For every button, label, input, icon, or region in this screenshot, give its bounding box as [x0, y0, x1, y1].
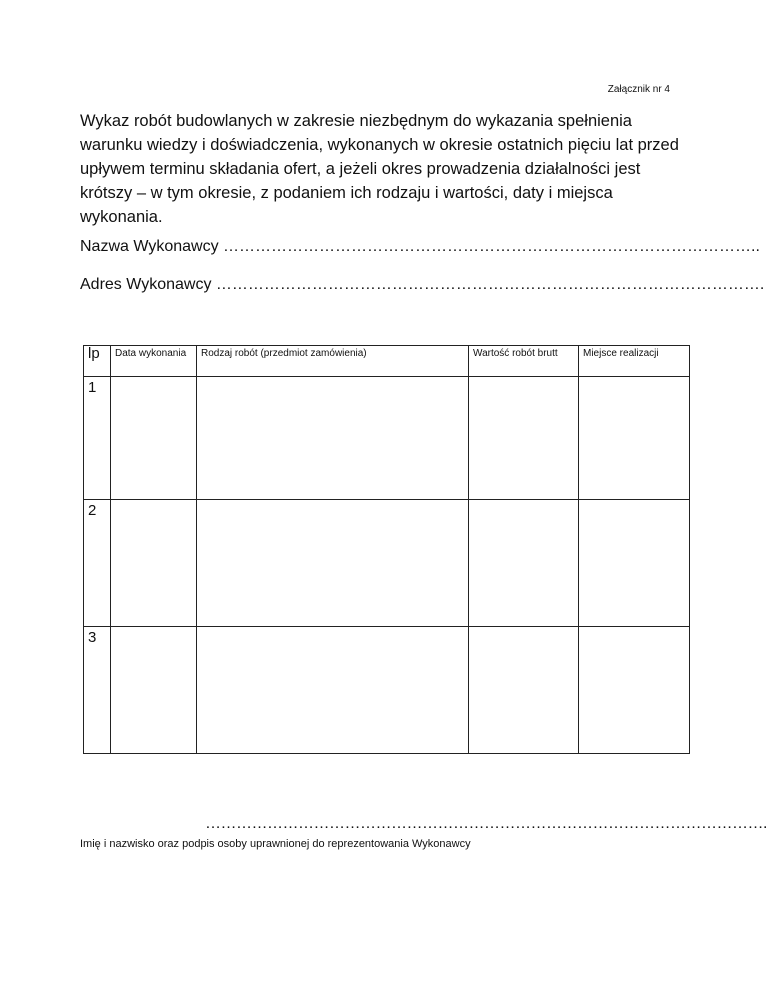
header-value: Wartość robót brutt [469, 346, 579, 377]
header-date: Data wykonania [111, 346, 197, 377]
date-cell[interactable] [111, 377, 197, 500]
table-header-row [84, 346, 690, 377]
place-cell[interactable] [579, 377, 690, 500]
annex-number: Załącznik nr 4 [607, 84, 670, 95]
contractor-name-line [80, 238, 760, 256]
row-number: 3 [84, 627, 111, 754]
signature-caption: Imię i nazwisko oraz podpis osoby uprawnionej do reprezentowania Wykonawcy [80, 838, 471, 850]
type-cell[interactable] [197, 500, 469, 627]
place-cell[interactable] [579, 627, 690, 754]
row-number: 2 [84, 500, 111, 627]
signature-field[interactable]: ………………………………………………………………………………………………. [205, 815, 767, 832]
header-lp: lp [84, 346, 111, 377]
contractor-name-label: Nazwa Wykonawcy [80, 238, 219, 255]
date-cell[interactable] [111, 500, 197, 627]
contractor-name-field[interactable]: ……………………………………………………………………………………….. [223, 238, 760, 255]
table-row [84, 377, 690, 500]
value-cell[interactable] [469, 627, 579, 754]
value-cell[interactable] [469, 500, 579, 627]
place-cell[interactable] [579, 500, 690, 627]
header-place: Miejsce realizacji [579, 346, 690, 377]
row-number: 1 [84, 377, 111, 500]
type-cell[interactable] [197, 377, 469, 500]
date-cell[interactable] [111, 627, 197, 754]
contractor-address-line [80, 276, 764, 294]
table-row [84, 627, 690, 754]
value-cell[interactable] [469, 377, 579, 500]
contractor-address-label: Adres Wykonawcy [80, 276, 212, 293]
contractor-address-field[interactable]: …………………………………………………………………………………………. [215, 276, 765, 293]
works-table [83, 345, 690, 754]
type-cell[interactable] [197, 627, 469, 754]
header-type: Rodzaj robót (przedmiot zamówienia) [197, 346, 469, 377]
document-heading: Wykaz robót budowlanych w zakresie niezbędnym do wykazania spełnienia warunku wiedzy i doświadczenia, wykonanych w okresie ostatnich pięciu lat przed upływem terminu składania ofert, a jeżeli okres prowadzenia działalności jest krótszy – w tym okresie, z podaniem ich rodzaju i wartości, daty i miejsca wykonania. [80, 112, 679, 226]
table-row [84, 500, 690, 627]
